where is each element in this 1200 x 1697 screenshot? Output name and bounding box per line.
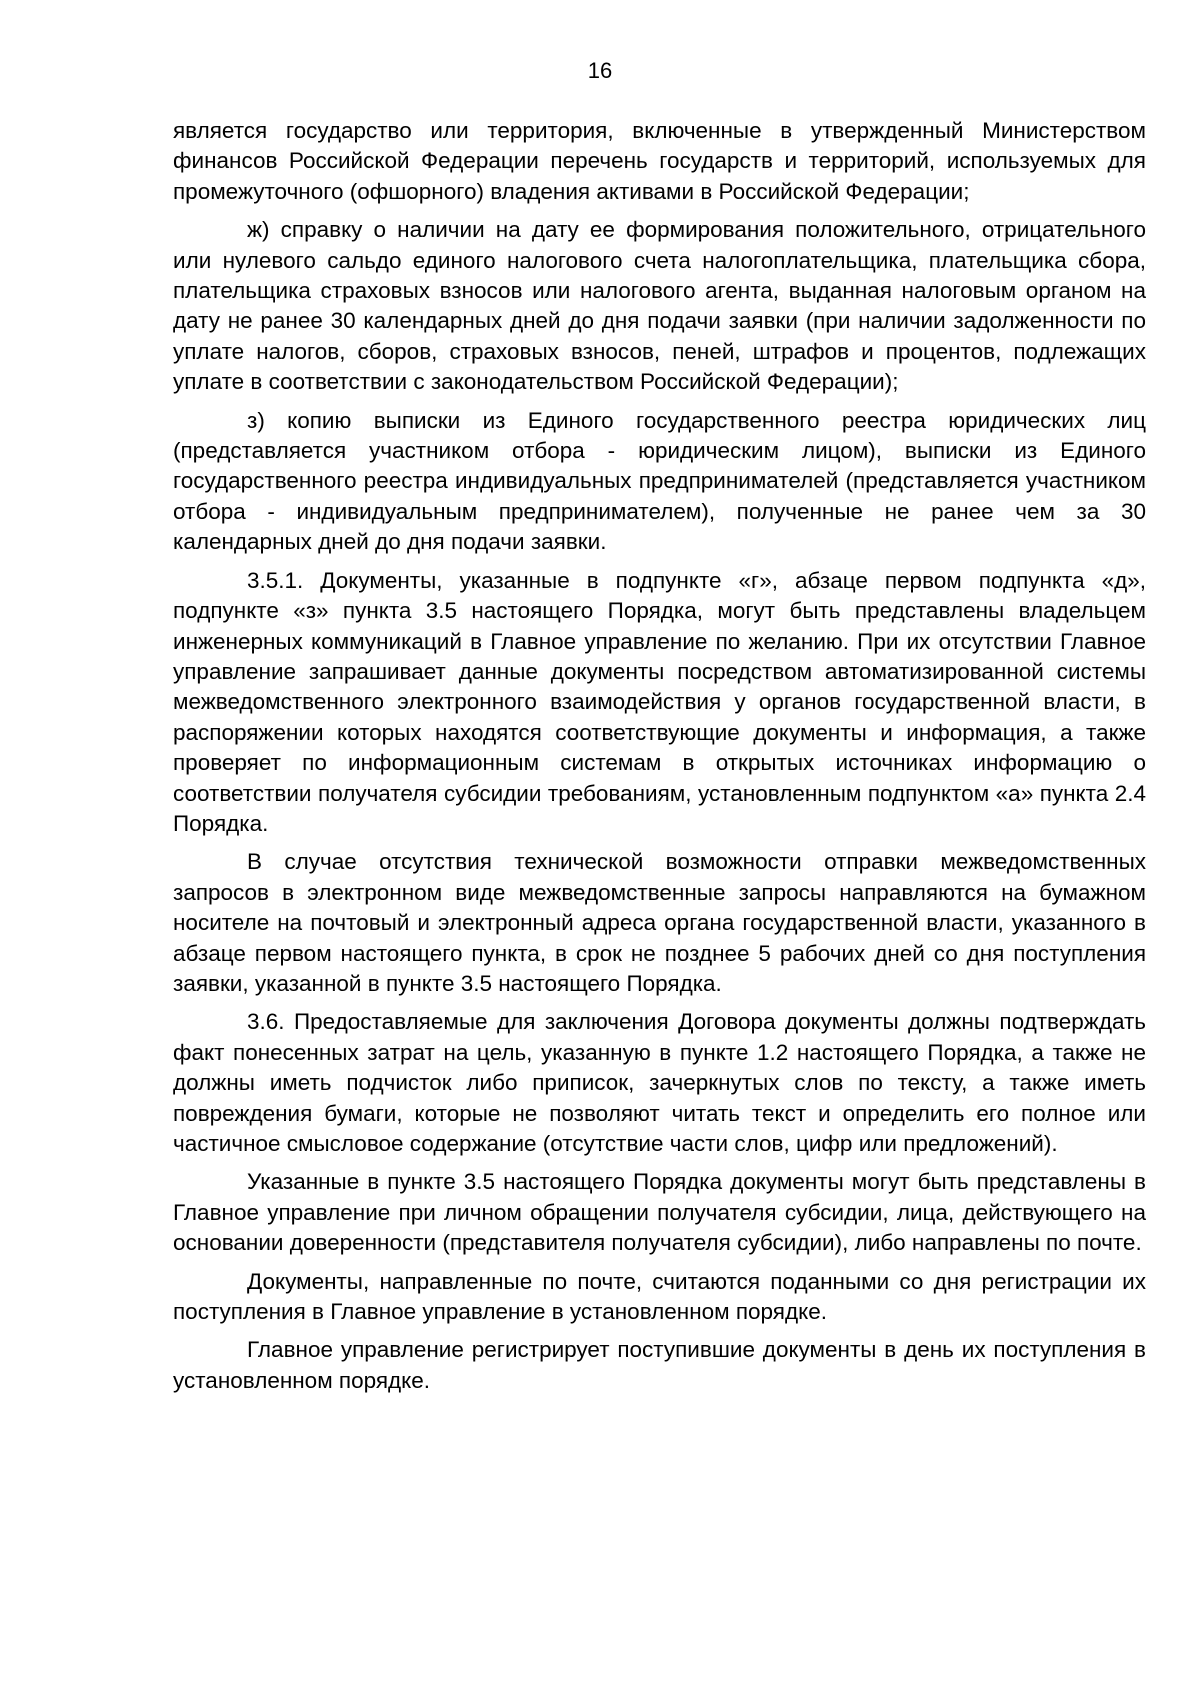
paragraph-item-zh: ж) справку о наличии на дату ее формирования положительного, отрицательного или нулевого сальдо единого налогового счета налогоплательщика, плательщика сбора, плательщика страховых взносов или налогового агента, выданная налоговым органом на дату не ранее 30 календарных дней до дня подачи заявки (при наличии задолженности по уплате налогов, сборов, страховых взносов, пеней, штрафов и процентов, подлежащих уплате в соответствии с законодательством Российской Федерации);: [173, 217, 1146, 395]
paragraph-submission-methods: Указанные в пункте 3.5 настоящего Порядка документы могут быть представлены в Главное управление при личном обращении получателя субсидии, лица, действующего на основании доверенности (представителя получателя субсидии), либо направлены по почте.: [173, 1169, 1146, 1256]
paragraph-interagency-requests: В случае отсутствия технической возможности отправки межведомственных запросов в электронном виде межведомственные запросы направляются на бумажном носителе на почтовый и электронный адреса органа государственной власти, указанного в абзаце первом настоящего пункта, в срок не позднее 5 рабочих дней со дня поступления заявки, указанной в пункте 3.5 настоящего Порядка.: [173, 849, 1146, 996]
paragraph-registration: Главное управление регистрирует поступившие документы в день их поступления в установленном порядке.: [173, 1337, 1146, 1393]
paragraph-3-6: 3.6. Предоставляемые для заключения Договора документы должны подтверждать факт понесенных затрат на цель, указанную в пункте 1.2 настоящего Порядка, а также не должны иметь подчисток либо приписок, зачеркнутых слов по тексту, а также иметь повреждения бумаги, которые не позволяют читать текст и определить его полное или частичное смысловое содержание (отсутствие части слов, цифр или предложений).: [173, 1009, 1146, 1156]
paragraph-continuation: является государство или территория, включенные в утвержденный Министерством финансов Российской Федерации перечень государств и территорий, используемых для промежуточного (офшорного) владения активами в Российской Федерации;: [173, 118, 1146, 204]
page-number: 16: [587, 58, 613, 83]
paragraph-item-z: з) копию выписки из Единого государственного реестра юридических лиц (представляется участником отбора - юридическим лицом), выписки из Единого государственного реестра индивидуальных предпринимателей (представляется участником отбора - индивидуальным предпринимателем), полученные не ранее чем за 30 календарных дней до дня подачи заявки.: [173, 407, 1146, 555]
paragraph-3-5-1: 3.5.1. Документы, указанные в подпункте «г», абзаце первом подпункта «д», подпункте «з» пункта 3.5 настоящего Порядка, могут быть представлены владельцем инженерных коммуникаций в Главное управление по желанию. При их отсутствии Главное управление запрашивает данные документы посредством автоматизированной системы межведомственного электронного взаимодействия у органов государственной власти, в распоряжении которых находятся соответствующие документы и информация, а также проверяет по информационным системам в открытых источниках информацию о соответствии получателя субсидии требованиям, установленным подпунктом «а» пункта 2.4 Порядка.: [173, 567, 1146, 836]
document-body: [173, 116, 1146, 1404]
paragraph-postal-documents: Документы, направленные по почте, считаются поданными со дня регистрации их поступления в Главное управление в установленном порядке.: [173, 1268, 1146, 1325]
